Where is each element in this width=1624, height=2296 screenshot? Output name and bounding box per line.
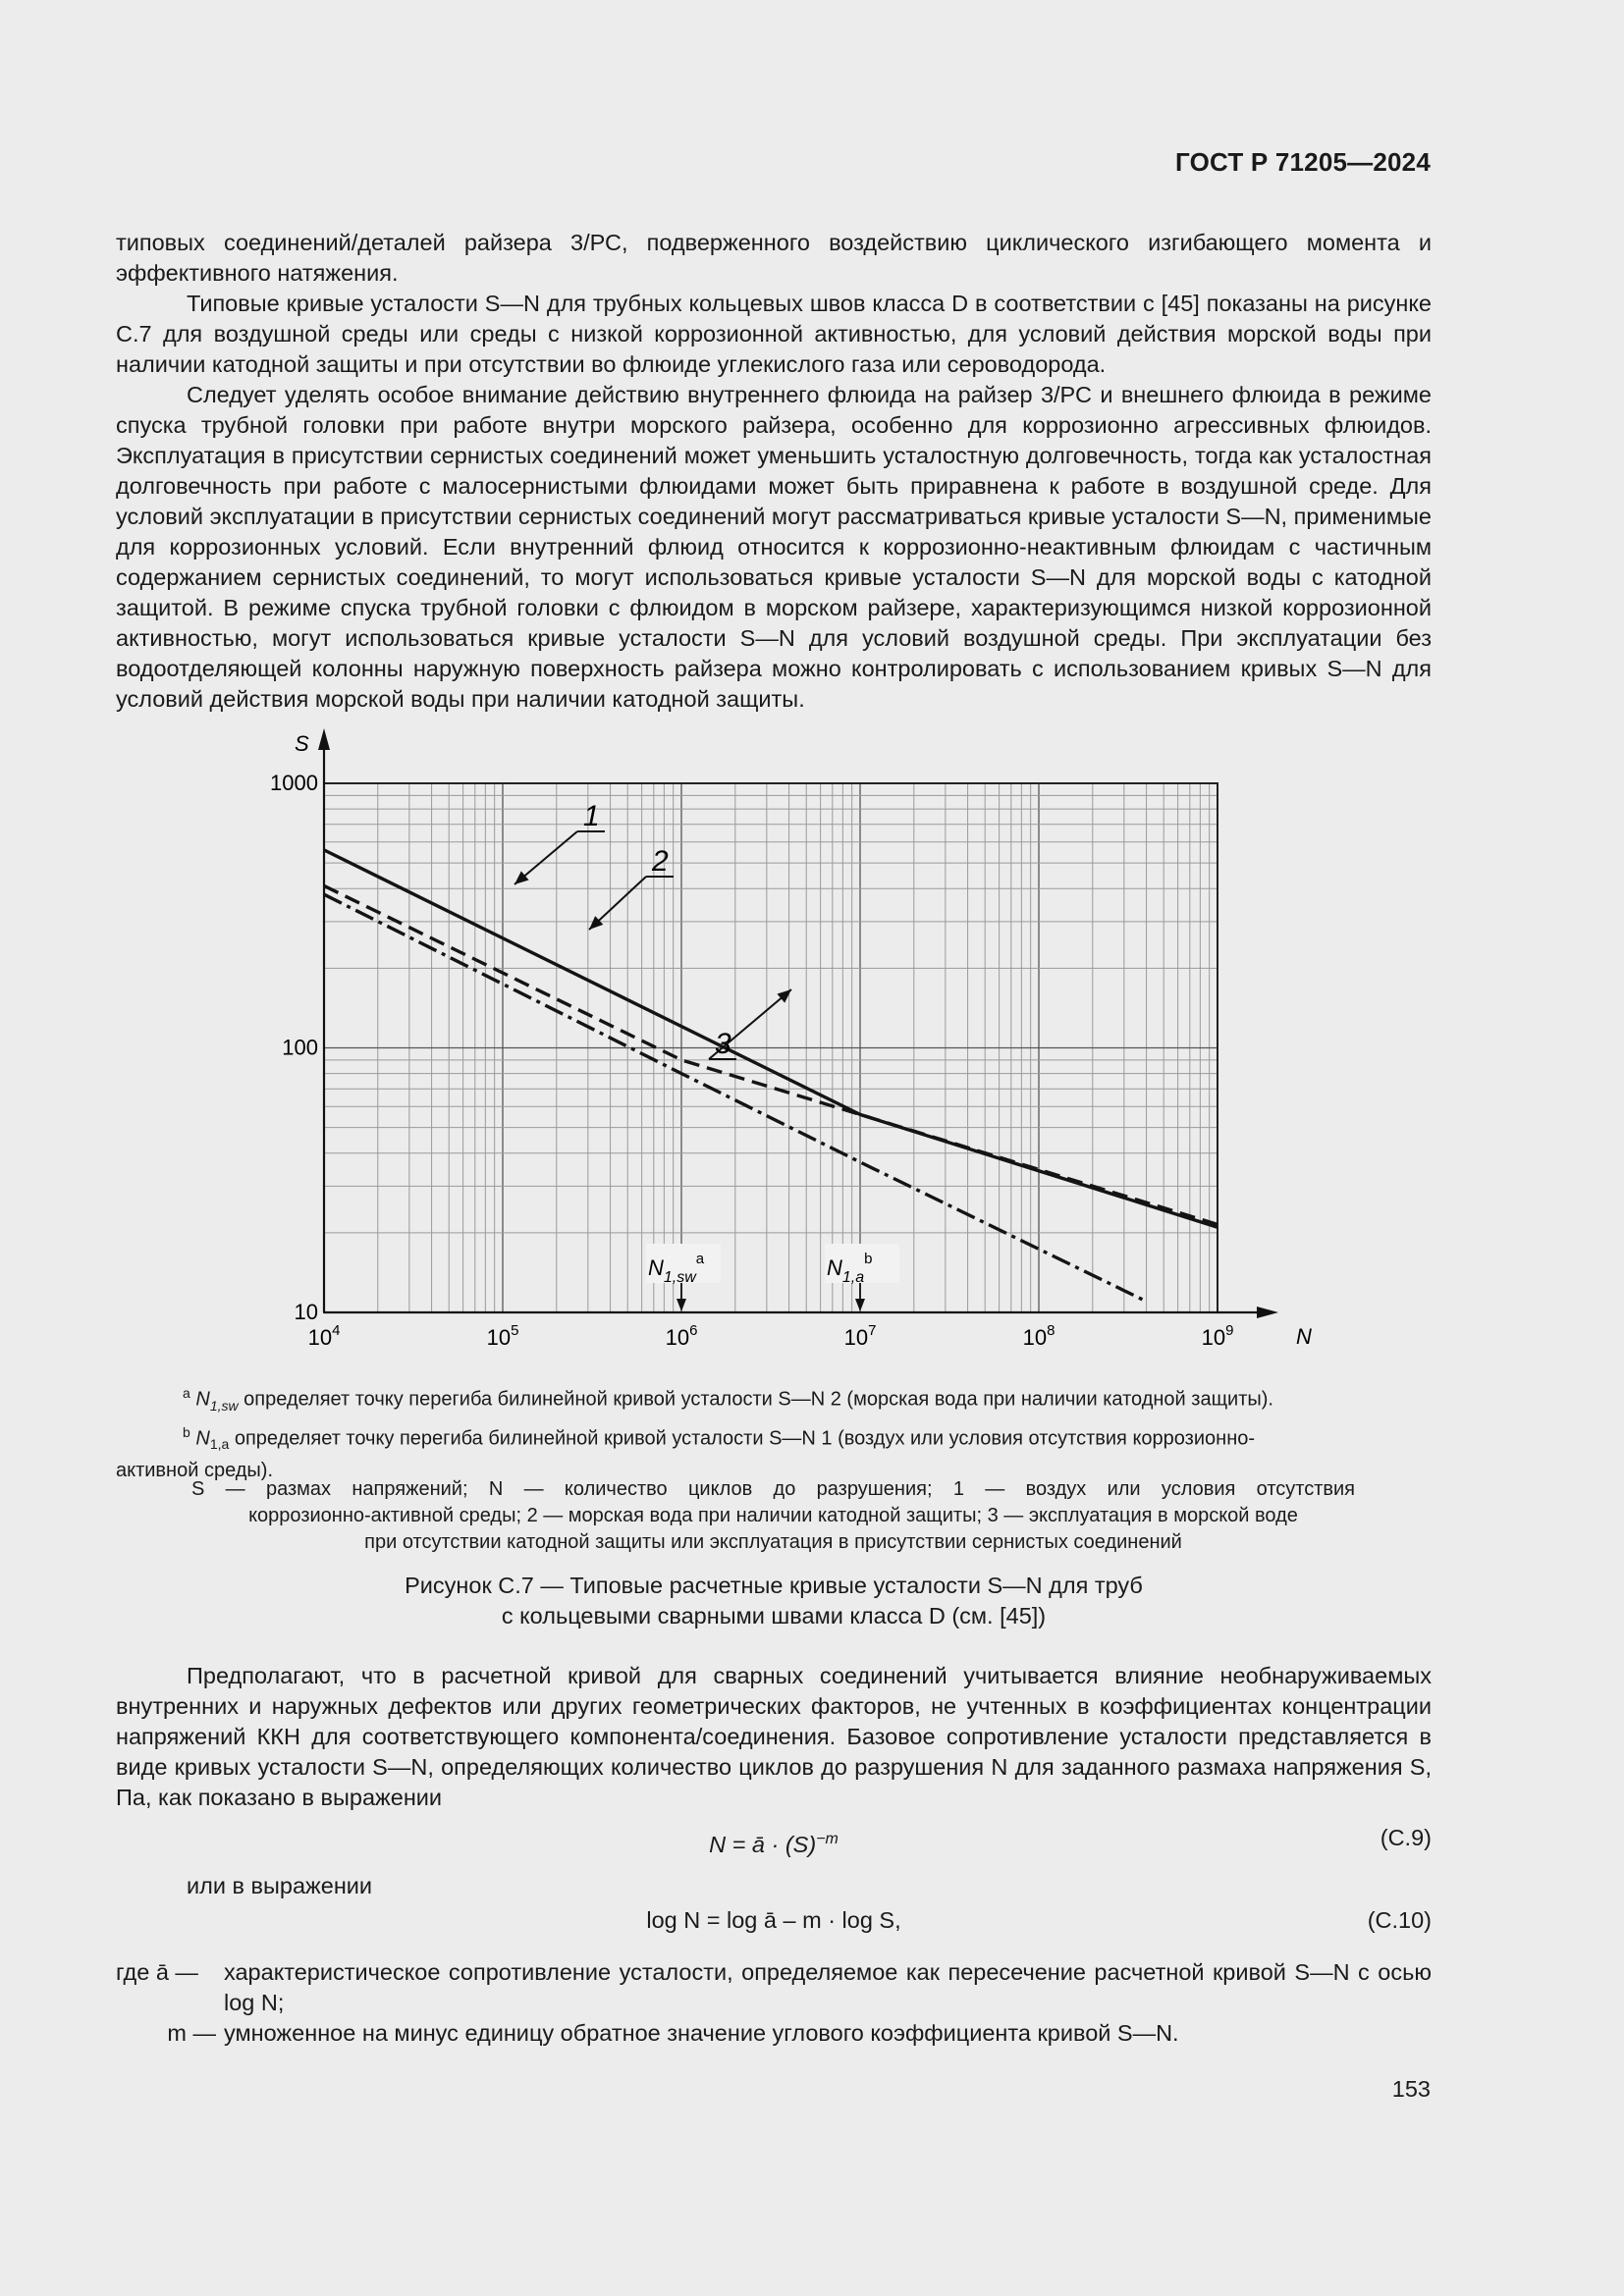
y-axis-arrow — [318, 728, 330, 750]
y-axis-label: S — [295, 731, 309, 756]
y-tick-label: 1000 — [270, 771, 318, 795]
knee-marker-arrow — [855, 1299, 865, 1311]
x-axis-arrow — [1257, 1307, 1278, 1318]
series-1-line — [324, 850, 1218, 1227]
x-tick-label: $10^6$ — [665, 1322, 698, 1350]
paragraph-2: Типовые кривые усталости S—N для трубных кольцевых швов класса D в соответствии с [45] показаны на рисунке С.7 для воздушной среды или среды с низкой коррозионной активностью, для условий действия морской воды при наличии катодной защиты и при отсутствии во флюиде углекислого газа или сероводорода. — [116, 291, 1432, 377]
x-axis-label: N — [1296, 1324, 1312, 1349]
knee-marker-arrow — [677, 1299, 686, 1311]
chart-annotations — [514, 800, 899, 1311]
body-text-top — [116, 228, 1432, 715]
knee-label-2: $N_{1,a}^b$ — [827, 1251, 873, 1286]
document-page: ГОСТ Р 71205—2024 типовых соединений/деталей райзера 3/РС, подверженного воздействию циклического изгибающего момента и эффективного натяжения. Типовые кривые усталости S—N для трубных кольцевых швов класса D в соответствии с [45] показаны на рисунке С.7 для воздушной среды или среды с низкой коррозионной активностью, для условий действия морской воды при наличии катодной защиты и при отсутствии во флюиде углекислого газа или сероводорода. Следует уделять особое внимание действию внутреннего флюида на райзер 3/РС и внешнего флюида в режиме спуска трубной головки при работе внутри морского райзера, особенно для коррозионно агрессивных флюидов. Эксплуатация в присутствии сернистых соединений может уменьшить усталостную долговечность, тогда как усталостная долговечность при работе с малосернистыми флюидами может быть приравнена к работе в воздушной среде. Для условий эксплуатации в присутствии сернистых соединений могут рассматриваться кривые усталости S—N, применимые для коррозионных условий. Если внутренний флюид относится к коррозионно-неактивным флюидам с частичным содержанием сернистых соединений, то могут использоваться кривые усталости S—N для морской воды с катодной защитой. В режиме спуска трубной головки с флюидом в морском райзере, характеризующимся низкой коррозионной активностью, могут использоваться кривые усталости S—N для условий воздушной среды. При эксплуатации без водоотделяющей колонны наружную поверхность райзера можно контролировать с использованием кривых S—N для условий действия морской воды при наличии катодной защиты. N S $10^4$ $10^5$ $10^6$ $10^7$ $10^8$ $10^9$ 10 100 1000 1 2 3 $N_{1,sw}^a$ $N_{1,a}^b$ $^a$ $N_{1,sw}$ определяет точку перегиба билинейной кривой усталости S—N 2 (морская вода при наличии катодной защиты). $^b$ $N_{1,a}$ определяет точку перегиба билинейной кривой усталости S—N 1 (воздух или условия отсутствия коррозионно- активной среды). S — размах напряжений; N — количество циклов до разрушения; 1 — воздух или условия отсутствия коррозионно-активной среды; 2 — морская вода при наличии катодной защиты; 3 — эксплуатация в морской воде при отсутствии катодной защиты или эксплуатация в присутствии сернистых соединений Рисунок С.7 — Типовые расчетные кривые усталости S—N для труб с кольцевыми сварными швами класса D (см. [45]) Предполагают, что в расчетной кривой для сварных соединений учитывается влияние необнаруживаемых внутренних и наружных дефектов или других геометрических факторов, не учтенных в коэффициентах концентрации напряжений ККН для соответствующего компонента/соединения. Базовое сопротивление усталости представляется в виде кривых усталости S—N, определяющих количество циклов до разрушения N для заданного размаха напряжения S, Па, как показано в выражении N = ā · $(S)^{-m}$ (С.9) или в выражении log N = log ā – m · log S, (С.10) где ā — характеристическое сопротивление усталости, определяемое как пересечение расчетной кривой S—N с осью log N; m — умноженное на минус единицу обратное значение углового коэффициента кривой S—N. 153 — [116, 147, 1432, 2102]
series-3-label: 3 — [715, 1028, 731, 1060]
paragraph-3: Следует уделять особое внимание действию внутреннего флюида на райзер 3/РС и внешнего флюида в режиме спуска трубной головки при работе внутри морского райзера, особенно для коррозионно агрессивных флюидов. Эксплуатация в присутствии сернистых соединений может уменьшить усталостную долговечность, тогда как усталостная долговечность при работе с малосернистыми флюидами может быть приравнена к работе в воздушной среде. Для условий эксплуатации в присутствии сернистых соединений могут рассматриваться кривые усталости S—N, применимые для коррозионных условий. Если внутренний флюид относится к коррозионно-неактивным флюидам с частичным содержанием сернистых соединений, то могут использоваться кривые усталости S—N для морской воды с катодной защитой. В режиме спуска трубной головки с флюидом в морском райзере, характеризующимся низкой коррозионной активностью, могут использоваться кривые усталости S—N для условий воздушной среды. При эксплуатации без водоотделяющей колонны наружную поверхность райзера можно контролировать с использованием кривых S—N для условий действия морской воды при наличии катодной защиты. — [116, 382, 1432, 712]
footnote-a: $^a$ $N_{1,sw}$ определяет точку перегиба билинейной кривой усталости S—N 2 (морская вода при наличии катодной защиты). — [183, 1385, 1273, 1414]
or-text: или в выражении — [187, 1873, 373, 1898]
knee-label-1: $N_{1,sw}^a$ — [648, 1251, 705, 1286]
x-tick-label: $10^4$ — [307, 1322, 341, 1350]
y-tick-label: 100 — [282, 1035, 318, 1060]
chart-axes — [295, 728, 1312, 1349]
x-tick-label: $10^7$ — [843, 1322, 877, 1350]
footnote-b-cont: активной среды). — [116, 1460, 274, 1482]
figure-legend: S — размах напряжений; N — количество циклов до разрушения; 1 — воздух или условия отсутствия коррозионно-активной среды; 2 — морская вода при наличии катодной защиты; 3 — эксплуатация в морской воде при отсутствии катодной защиты или эксплуатация в присутствии сернистых соединений — [191, 1478, 1355, 1553]
paragraph-4: Предполагают, что в расчетной кривой для сварных соединений учитывается влияние необнаруживаемых внутренних и наружных дефектов или других геометрических факторов, не учтенных в коэффициентах концентрации напряжений ККН для соответствующего компонента/соединения. Базовое сопротивление усталости представляется в виде кривых усталости S—N, определяющих количество циклов до разрушения N для заданного размаха напряжения S, Па, как показано в выражении — [116, 1663, 1432, 1810]
chart-grid — [324, 783, 1218, 1312]
figure-caption: Рисунок С.7 — Типовые расчетные кривые усталости S—N для труб с кольцевыми сварными швами класса D (см. [45]) — [405, 1573, 1143, 1629]
y-tick-label: 10 — [294, 1300, 318, 1324]
definition-m: m — умноженное на минус единицу обратное значение углового коэффициента кривой S—N. — [167, 2020, 1179, 2046]
standard-header: ГОСТ Р 71205—2024 — [1175, 147, 1431, 177]
x-tick-label: $10^9$ — [1201, 1322, 1234, 1350]
figure-footnotes — [116, 1380, 1432, 1484]
definition-a: где ā — характеристическое сопротивление усталости, определяемое как пересечение расчетной кривой S—N с осью log N; — [116, 1959, 1432, 2015]
footnote-b: $^b$ $N_{1,a}$ определяет точку перегиба билинейной кривой усталости S—N 1 (воздух или условия отсутствия коррозионно- — [183, 1423, 1256, 1453]
paragraph-1: типовых соединений/деталей райзера 3/РС, подверженного воздействию циклического изгибающего момента и эффективного натяжения. — [116, 230, 1432, 286]
definition-list — [116, 1957, 1432, 2049]
series-2-label: 2 — [652, 845, 669, 878]
chart-series — [324, 850, 1218, 1302]
x-tick-label: $10^5$ — [486, 1322, 519, 1350]
x-tick-label: $10^8$ — [1022, 1322, 1056, 1350]
page-number: 153 — [1391, 2076, 1431, 2102]
sn-curve-chart — [265, 726, 1312, 1355]
series-2-line — [324, 885, 1218, 1224]
series-1-label: 1 — [583, 800, 600, 832]
